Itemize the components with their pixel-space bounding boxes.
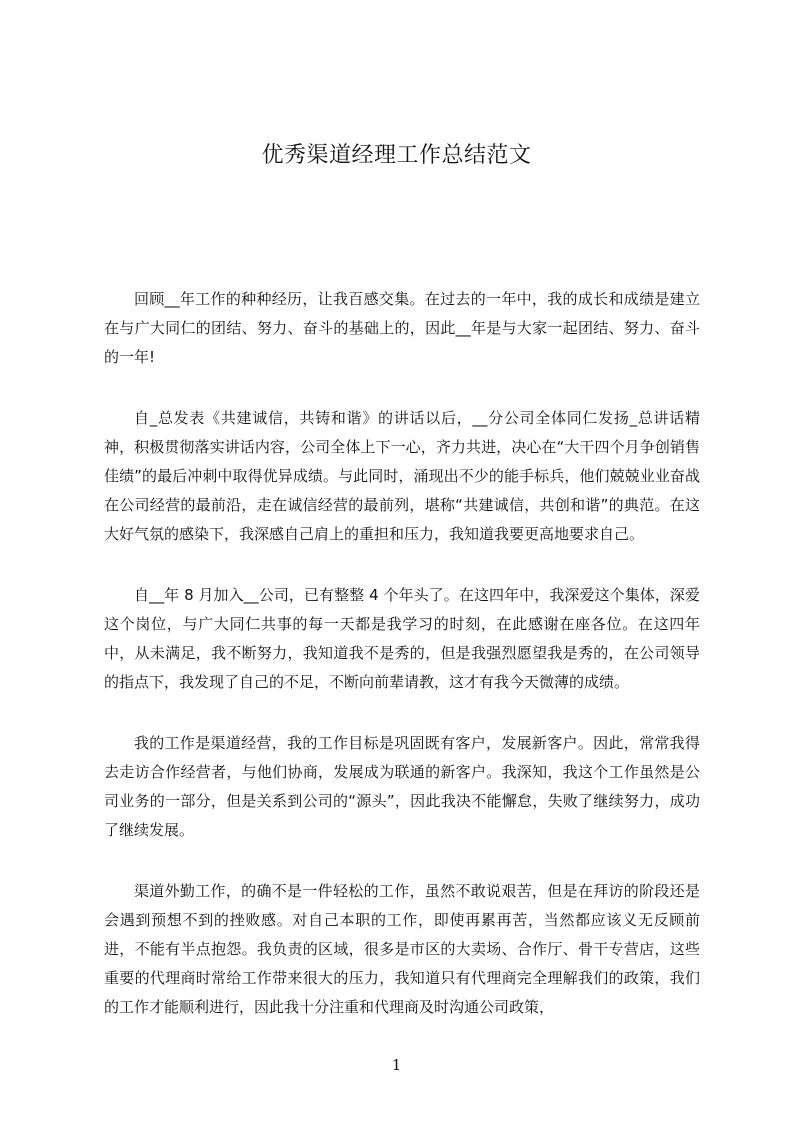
- paragraph: 回顾__年工作的种种经历，让我百感交集。在过去的一年中，我的成长和成绩是建立在与广大同仁的团结、努力、奋斗的基础上的，因此__年是与大家一起团结、努力、奋斗的一年!: [104, 290, 700, 366]
- page-number: 1: [391, 1056, 402, 1074]
- paragraph: 我的工作是渠道经营，我的工作目标是巩固既有客户，发展新客户。因此，常常我得去走访合作经营者，与他们协商，发展成为联通的新客户。我深知，我这个工作虽然是公司业务的一部分，但是关系到公司的“源头”，因此我决不能懈怠，失败了继续努力，成功了继续发展。: [104, 734, 700, 839]
- paragraph: 渠道外勤工作，的确不是一件轻松的工作，虽然不敢说艰苦，但是在拜访的阶段还是会遇到预想不到的挫败感。对自己本职的工作，即使再累再苦，当然都应该义无反顾前进，不能有半点抱怨。我负责的区域，很多是市区的大卖场、合作厅、骨干专营店，这些重要的代理商时常给工作带来很大的压力，我知道只有代理商完全理解我们的政策，我们的工作才能顺利进行，因此我十分注重和代理商及时沟通公司政策，: [104, 882, 700, 1016]
- paragraph: 自_总发表《共建诚信，共铸和谐》的讲话以后，__分公司全体同仁发扬_总讲话精神，积极贯彻落实讲话内容，公司全体上下一心，齐力共进，决心在“大干四个月争创销售佳绩”的最后冲刺中取得优异成绩。与此同时，涌现出不少的能手标兵，他们兢兢业业奋战在公司经营的最前沿，走在诚信经营的最前列，堪称“共建诚信，共创和谐”的典范。在这大好气氛的感染下，我深感自己肩上的重担和压力，我知道我要更高地要求自己。: [104, 409, 700, 543]
- document-title: 优秀渠道经理工作总结范文: [261, 143, 532, 168]
- paragraph: 自__年 8 月加入__公司，已有整整 4 个年头了。在这四年中，我深爱这个集体，深爱这个岗位，与广大同仁共事的每一天都是我学习的时刻，在此感谢在座各位。在这四年中，从未满足，我不断努力，我知道我不是秀的，但是我强烈愿望我是秀的，在公司领导的指点下，我发现了自己的不足，不断向前辈请教，这才有我今天微薄的成绩。: [104, 586, 700, 691]
- document-body: [104, 285, 700, 1054]
